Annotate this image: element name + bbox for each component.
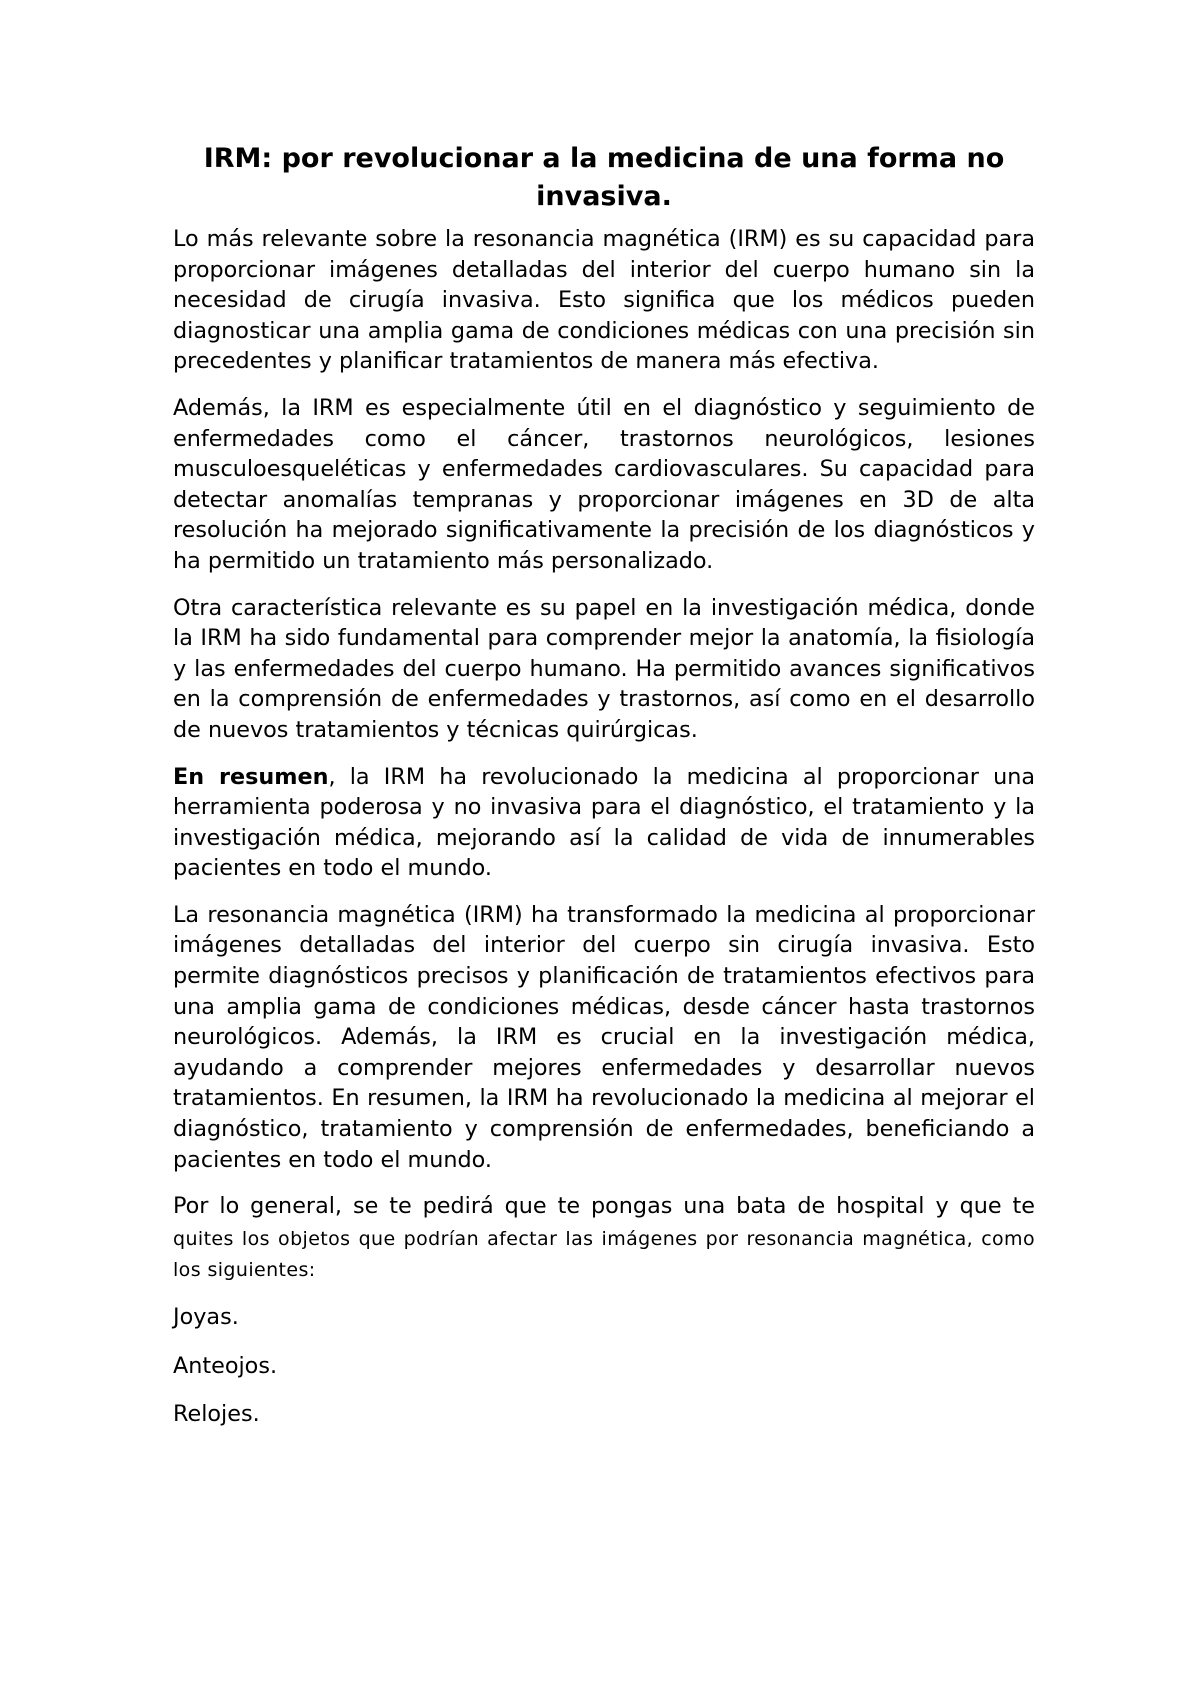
paragraph-transformation: La resonancia magnética (IRM) ha transformado la medicina al proporcionar imágenes detalladas del interior del cuerpo sin cirugía invasiva. Esto permite diagnósticos precisos y planificación de tratamientos efectivos para una amplia gama de condiciones médicas, desde cáncer hasta trastornos neurológicos. Además, la IRM es crucial en la investigación médica, ayudando a comprender mejores enfermedades y desarrollar nuevos tratamientos. En resumen, la IRM ha revolucionado la medicina al mejorar el diagnóstico, tratamiento y comprensión de enfermedades, beneficiando a pacientes en todo el mundo. (173, 901, 1035, 1173)
paragraph-diagnosis: Además, la IRM es especialmente útil en el diagnóstico y seguimiento de enfermedades como el cáncer, trastornos neurológicos, lesiones musculoesqueléticas y enfermedades cardiovasculares. Su capacidad para detectar anomalías tempranas y proporcionar imágenes en 3D de alta resolución ha mejorado significativamente la precisión de los diagnósticos y ha permitido un tratamiento más personalizado. (173, 394, 1035, 574)
instructions-small-text: quites los objetos que podrían afectar las imágenes por resonancia magnética, como los siguientes: (173, 1227, 1035, 1282)
document-page (173, 140, 1035, 1448)
list-item-glasses: Anteojos. (173, 1352, 278, 1379)
paragraph-intro: Lo más relevante sobre la resonancia magnética (IRM) es su capacidad para proporcionar imágenes detalladas del interior del cuerpo humano sin la necesidad de cirugía invasiva. Esto significa que los médicos pueden diagnosticar una amplia gama de condiciones médicas con una precisión sin precedentes y planificar tratamientos de manera más efectiva. (173, 226, 1035, 375)
list-item-watches: Relojes. (173, 1401, 260, 1428)
instructions-text: Por lo general, se te pedirá que te pongas una bata de hospital y que te (173, 1193, 1035, 1220)
paragraph-instructions (173, 1191, 1035, 1286)
paragraph-summary (173, 762, 1035, 884)
summary-lead: En resumen (173, 763, 329, 790)
paragraph-research: Otra característica relevante es su papel en la investigación médica, donde la IRM ha sido fundamental para comprender mejor la anatomía, la fisiología y las enfermedades del cuerpo humano. Ha permitido avances significativos en la comprensión de enfermedades y trastornos, así como en el desarrollo de nuevos tratamientos y técnicas quirúrgicas. (173, 594, 1035, 743)
list-item-jewelry: Joyas. (173, 1304, 239, 1330)
summary-text: , la IRM ha revolucionado la medicina al proporcionar una herramienta poderosa y no invasiva para el diagnóstico, el tratamiento y la investigación médica, mejorando así la calidad de vida de innumerables pacientes en todo el mundo. (173, 763, 1035, 882)
document-title: IRM: por revolucionar a la medicina de una forma no invasiva. (203, 143, 1005, 212)
